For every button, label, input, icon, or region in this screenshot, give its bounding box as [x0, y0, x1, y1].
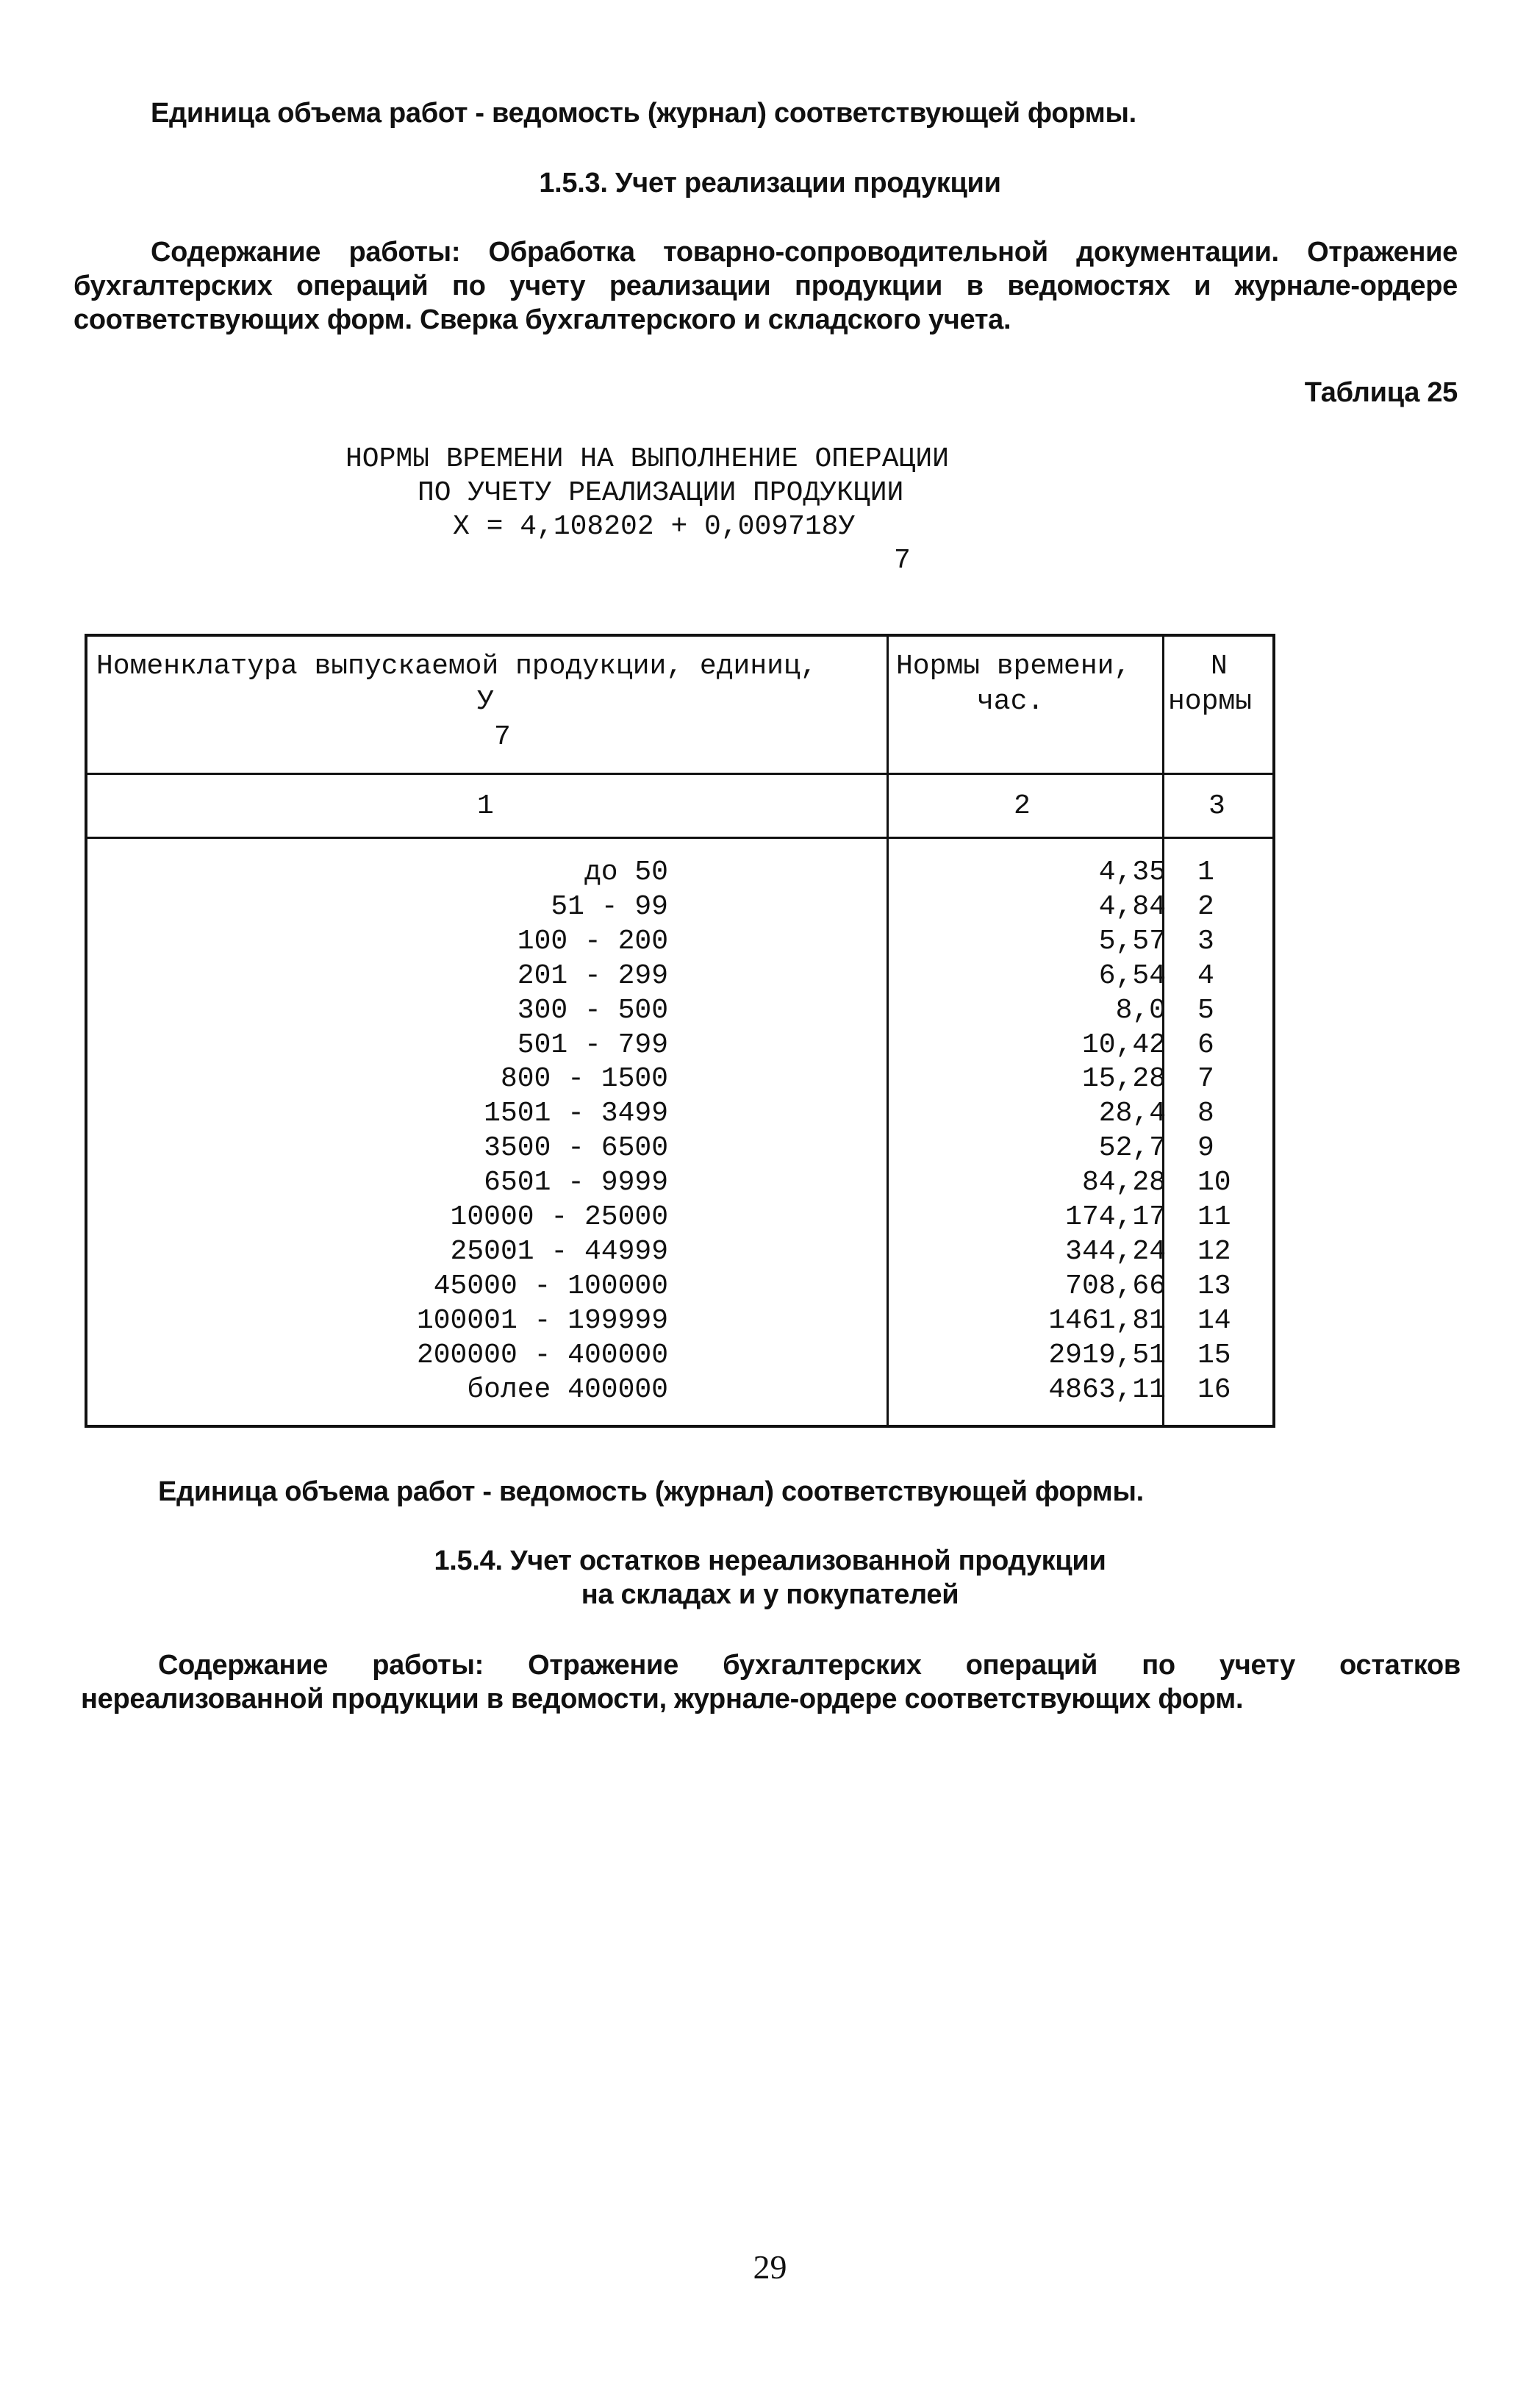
table-row-hours: 708,66	[1065, 1270, 1166, 1302]
norms-table	[85, 634, 1275, 1428]
table-row-norm: 9	[1197, 1132, 1214, 1165]
table-row-hours: 6,54	[1098, 959, 1166, 992]
column-number-divider	[87, 837, 1272, 839]
table-row-range: 800 - 1500	[500, 1063, 668, 1095]
table-row-range: 200000 - 400000	[416, 1339, 668, 1371]
table-row-range: 3500 - 6500	[484, 1132, 668, 1165]
table-row-hours: 174,17	[1065, 1201, 1166, 1234]
table-row-norm: 7	[1197, 1063, 1214, 1095]
table-row-hours: 4863,11	[1048, 1373, 1166, 1406]
table-row-norm: 11	[1197, 1201, 1231, 1234]
table-row-range: 25001 - 44999	[450, 1235, 668, 1267]
section-154-heading-line-1: 1.5.4. Учет остатков нереализованной продукции	[434, 1545, 1106, 1576]
section-154-heading-line-2: на складах и у покупателей	[581, 1579, 959, 1610]
range-column	[87, 856, 668, 1408]
table-row-norm: 6	[1197, 1029, 1214, 1061]
table-row-range: 51 - 99	[551, 890, 668, 923]
header-norm-label: нормы	[1168, 686, 1253, 718]
table-row-norm: 8	[1197, 1098, 1214, 1130]
table-row-range: 10000 - 25000	[450, 1201, 668, 1234]
header-nomenclature-variable: У	[477, 686, 494, 718]
table-row-hours: 10,42	[1081, 1029, 1166, 1061]
table-row-range: 300 - 500	[517, 994, 668, 1026]
section-154-content-line-1: Содержание работы: Отражение бухгалтерских операций по учету остатков	[158, 1650, 1461, 1681]
table-title-line-2: ПО УЧЕТУ РЕАЛИЗАЦИИ ПРОДУКЦИИ	[418, 477, 904, 509]
table-row-range: 201 - 299	[517, 959, 668, 992]
table-row-range: 6501 - 9999	[484, 1167, 668, 1199]
table-row-norm: 15	[1197, 1339, 1231, 1371]
header-nomenclature-subscript: 7	[494, 721, 511, 753]
section-153-content-line-3: соответствующих форм. Сверка бухгалтерского и складского учета.	[74, 304, 1011, 335]
section-153-content-line-2: бухгалтерских операций по учету реализации продукции в ведомостях и журнале-ордере	[74, 271, 1458, 301]
table-formula: X = 4,108202 + 0,009718У	[453, 511, 856, 543]
section-154-content-line-2: нереализованной продукции в ведомости, журнале-ордере соответствующих форм.	[81, 1684, 1244, 1714]
table-row-range: 100 - 200	[517, 925, 668, 957]
table-row-norm: 3	[1197, 925, 1214, 957]
table-row-range: до 50	[584, 857, 668, 888]
table-row-hours: 344,24	[1065, 1235, 1166, 1267]
table-row-norm: 2	[1197, 890, 1214, 923]
after-table-line: Единица объема работ - ведомость (журнал) соответствующей формы.	[158, 1476, 1144, 1507]
header-time-unit: час.	[977, 686, 1045, 718]
column-number-3: 3	[1208, 790, 1225, 822]
table-row-range: более 400000	[467, 1373, 668, 1406]
table-row-range: 501 - 799	[517, 1029, 668, 1061]
table-row-range: 45000 - 100000	[433, 1270, 668, 1302]
section-153-content-line-1: Содержание работы: Обработка товарно-сопроводительной документации. Отражение	[151, 237, 1458, 268]
header-divider	[87, 773, 1272, 775]
table-row-range: 1501 - 3499	[484, 1098, 668, 1130]
table-row-hours: 4,84	[1098, 890, 1166, 923]
table-row-norm: 4	[1197, 959, 1214, 992]
header-norm-n: N	[1211, 651, 1228, 682]
table-row-range: 100001 - 199999	[416, 1304, 668, 1337]
table-row-norm: 14	[1197, 1304, 1231, 1337]
table-row-hours: 5,57	[1098, 925, 1166, 957]
table-row-hours: 2919,51	[1048, 1339, 1166, 1371]
hours-column	[887, 856, 1166, 1408]
intro-line: Единица объема работ - ведомость (журнал) соответствующей формы.	[151, 98, 1136, 129]
table-row-norm: 16	[1197, 1373, 1231, 1406]
section-153-heading: 1.5.3. Учет реализации продукции	[539, 168, 1001, 199]
column-number-1: 1	[477, 790, 494, 822]
table-title-line-1: НОРМЫ ВРЕМЕНИ НА ВЫПОЛНЕНИЕ ОПЕРАЦИИ	[345, 443, 949, 475]
table-row-norm: 5	[1197, 994, 1214, 1026]
table-row-norm: 13	[1197, 1270, 1231, 1302]
column-number-2: 2	[1014, 790, 1031, 822]
table-title	[345, 443, 949, 578]
header-time-norms: Нормы времени,	[896, 651, 1131, 682]
table-label: Таблица 25	[1304, 377, 1458, 408]
table-row-norm: 12	[1197, 1235, 1231, 1267]
table-row-hours: 8,0	[1115, 994, 1166, 1026]
table-row-hours: 15,28	[1081, 1063, 1166, 1095]
header-nomenclature: Номенклатура выпускаемой продукции, единиц,	[96, 651, 817, 682]
table-row-norm: 1	[1197, 857, 1214, 888]
table-row-hours: 1461,81	[1048, 1304, 1166, 1337]
table-row-hours: 84,28	[1081, 1167, 1166, 1199]
page-number: 29	[753, 2248, 787, 2286]
table-row-norm: 10	[1197, 1167, 1231, 1199]
norm-column	[1197, 856, 1271, 1408]
table-formula-subscript: 7	[894, 545, 911, 576]
table-row-hours: 28,4	[1098, 1098, 1166, 1130]
table-row-hours: 52,7	[1098, 1132, 1166, 1165]
table-row-hours: 4,35	[1098, 857, 1166, 888]
